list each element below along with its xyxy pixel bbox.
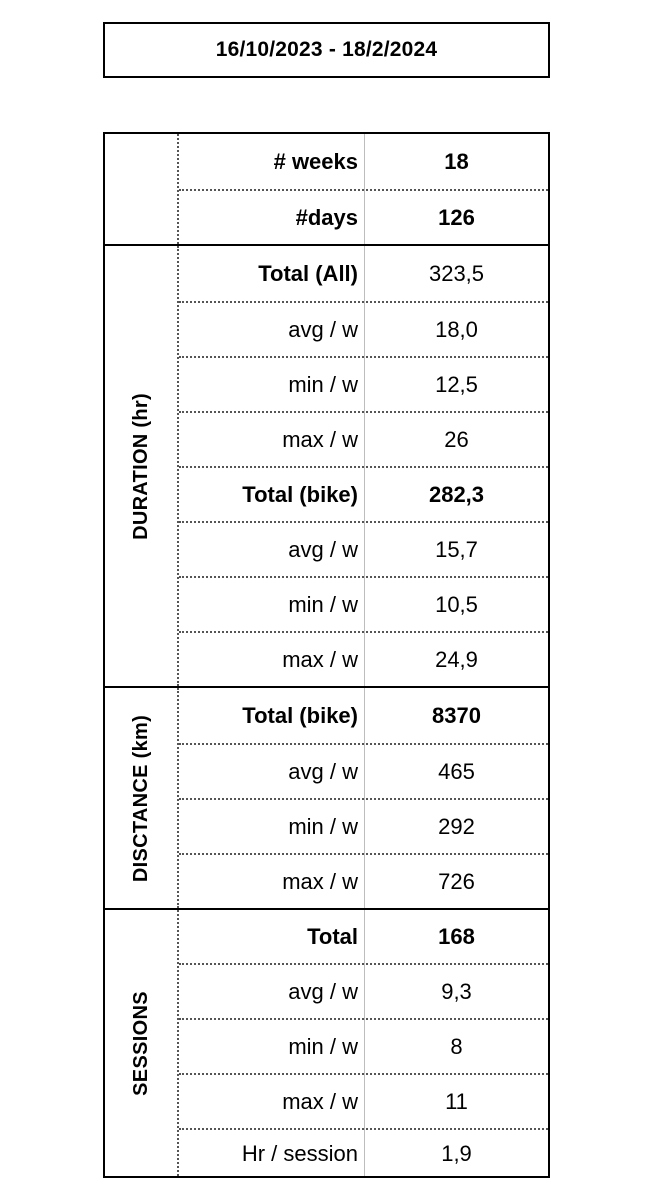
- days-value: 126: [438, 204, 475, 230]
- row-label: avg / w: [288, 978, 358, 1004]
- table-row: [179, 910, 548, 963]
- row-value: 12,5: [435, 371, 478, 397]
- row-value: 24,9: [435, 646, 478, 672]
- row-value: 10,5: [435, 591, 478, 617]
- table-row: [179, 1018, 548, 1073]
- table-row: [179, 853, 548, 908]
- duration-section: [105, 244, 548, 686]
- row-label: min / w: [288, 591, 358, 617]
- table-row: [179, 521, 548, 576]
- table-row: [179, 411, 548, 466]
- table-row: [179, 189, 548, 244]
- table-row: [179, 466, 548, 521]
- days-label: #days: [295, 204, 358, 230]
- table-row: [179, 246, 548, 301]
- row-value: 168: [438, 923, 475, 949]
- row-value: 323,5: [428, 260, 485, 286]
- row-value: 15,7: [435, 536, 478, 562]
- row-value: 11: [445, 1088, 468, 1114]
- summary-section: [105, 134, 548, 244]
- weeks-value: 18: [444, 148, 469, 174]
- row-label: max / w: [282, 868, 358, 894]
- table-row: [179, 743, 548, 798]
- table-row: [179, 134, 548, 189]
- row-label: max / w: [282, 1088, 358, 1114]
- row-value: 9,3: [441, 978, 472, 1004]
- row-label: min / w: [288, 813, 358, 839]
- table-row: [179, 576, 548, 631]
- date-range-title: 16/10/2023 - 18/2/2024: [103, 22, 550, 78]
- row-label: avg / w: [288, 316, 358, 342]
- distance-section: [105, 686, 548, 908]
- row-label: min / w: [288, 1033, 358, 1059]
- table-row: [179, 301, 548, 356]
- row-value: 282,3: [428, 481, 485, 507]
- stats-table: [103, 132, 550, 1178]
- table-row: [179, 963, 548, 1018]
- row-label: avg / w: [288, 536, 358, 562]
- duration-section-label: DURATION (hr): [130, 392, 152, 540]
- row-value: 18,0: [435, 316, 478, 342]
- row-value: 726: [438, 868, 475, 894]
- row-value: 8370: [432, 702, 481, 728]
- distance-section-label: DISCTANCE (km): [130, 714, 153, 882]
- row-value: 8: [450, 1033, 463, 1059]
- row-label: Total (All): [258, 260, 358, 286]
- sessions-section-label: SESSIONS: [130, 990, 152, 1096]
- table-row: [179, 356, 548, 411]
- row-label: Hr / session: [241, 1141, 358, 1166]
- table-row: [179, 1073, 548, 1128]
- table-row: [179, 631, 548, 686]
- row-label: min / w: [288, 371, 358, 397]
- table-row: [179, 688, 548, 743]
- row-label: Total: [307, 923, 358, 949]
- row-value: 1,9: [441, 1141, 472, 1166]
- row-value: 465: [438, 758, 475, 784]
- row-label: Total (bike): [242, 481, 358, 507]
- table-row: [179, 798, 548, 853]
- row-label: max / w: [282, 646, 358, 672]
- weeks-label: # weeks: [273, 148, 358, 174]
- row-value: 26: [444, 426, 469, 452]
- row-label: avg / w: [288, 758, 358, 784]
- table-row: [179, 1128, 548, 1178]
- row-label: max / w: [282, 426, 358, 452]
- row-label: Total (bike): [242, 702, 358, 728]
- sessions-section: [105, 908, 548, 1176]
- row-value: 292: [438, 813, 475, 839]
